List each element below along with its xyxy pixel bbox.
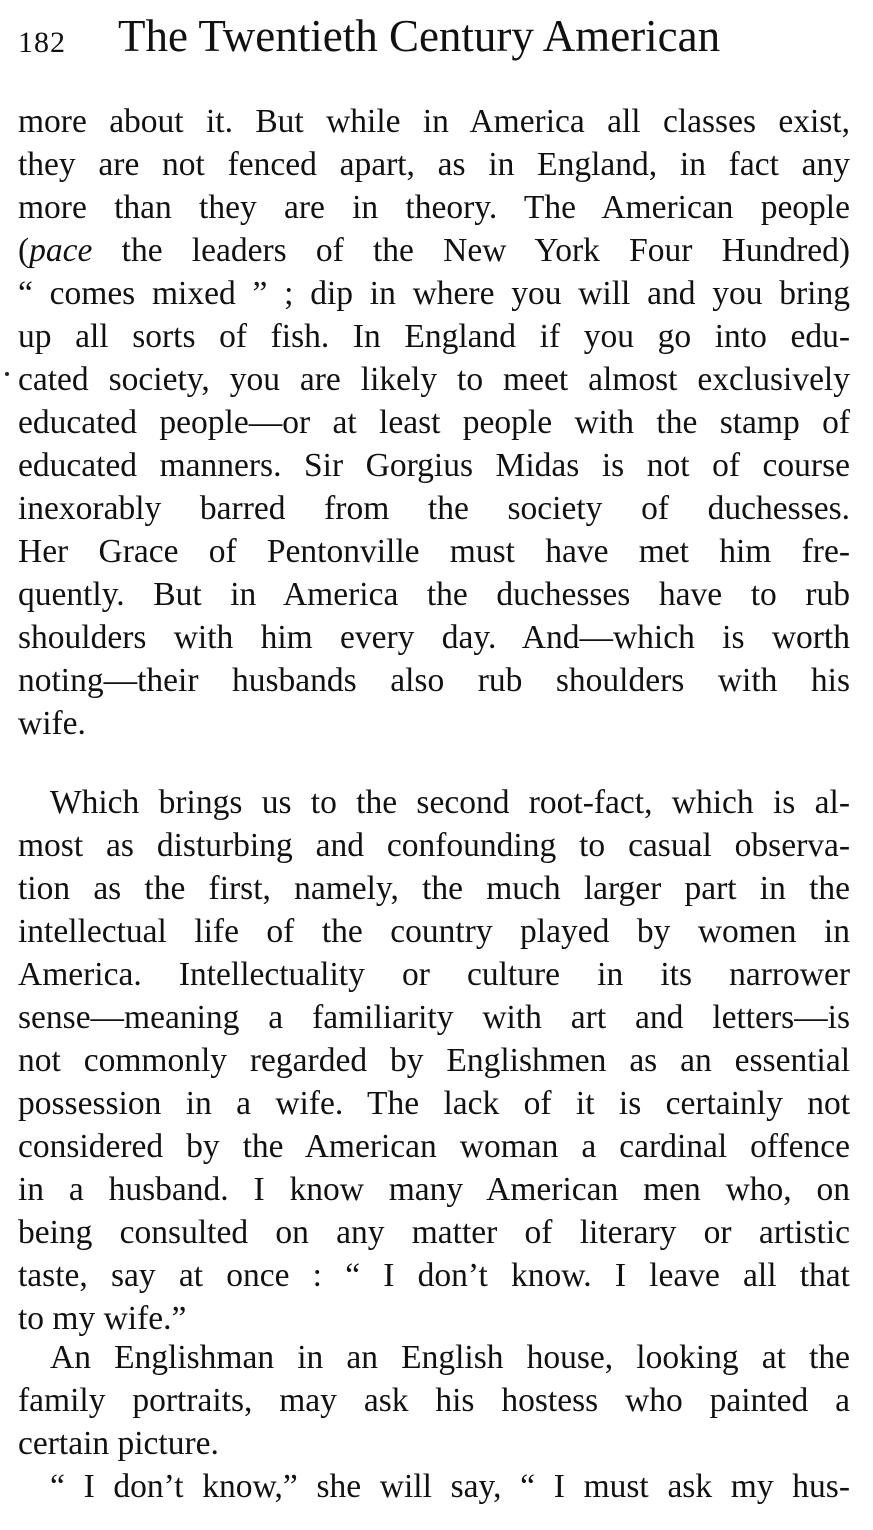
text-line: not commonly regarded by Englishmen as an essential — [18, 1042, 850, 1079]
text-line: educated manners. Sir Gorgius Midas is not of course — [18, 447, 850, 484]
text-line: more than they are in theory. The American people — [18, 189, 850, 226]
text-line: taste, say at once : “ I don’t know. I leave all that — [18, 1257, 850, 1294]
text-line: shoulders with him every day. And—which is worth — [18, 619, 850, 656]
text-line: cated society, you are likely to meet almost exclusively — [18, 361, 850, 398]
text-line: certain picture. — [18, 1425, 219, 1462]
text-line: noting—their husbands also rub shoulders with his — [18, 662, 850, 699]
text-line: educated people—or at least people with the stamp of — [18, 404, 850, 441]
text-line: intellectual life of the country played by women in — [18, 913, 850, 950]
text-line: tion as the first, namely, the much larger part in the — [18, 870, 850, 907]
text-line: “ I don’t know,” she will say, “ I must ask my hus- — [50, 1468, 850, 1505]
text-line: to my wife.” — [18, 1300, 187, 1337]
text-line: America. Intellectuality or culture in its narrower — [18, 956, 850, 993]
italic-word: pace — [29, 232, 93, 269]
text-line: “ comes mixed ” ; dip in where you will and you bring — [18, 275, 850, 312]
margin-speck — [5, 372, 9, 376]
page-number: 182 — [18, 26, 66, 59]
text-line: quently. But in America the duchesses have to rub — [18, 576, 850, 613]
text-line: inexorably barred from the society of duchesses. — [18, 490, 850, 527]
text-line: considered by the American woman a cardinal offence — [18, 1128, 850, 1165]
text-line: they are not fenced apart, as in England, in fact any — [18, 146, 850, 183]
text-line: Her Grace of Pentonville must have met him fre- — [18, 533, 850, 570]
text-span: the leaders of the New York Four Hundred) — [92, 232, 850, 269]
text-line: wife. — [18, 705, 86, 742]
text-line: possession in a wife. The lack of it is certainly not — [18, 1085, 850, 1122]
text-line: in a husband. I know many American men who, on — [18, 1171, 850, 1208]
text-line: Which brings us to the second root-fact, which is al- — [50, 784, 850, 821]
running-title: The Twentieth Century American — [118, 11, 721, 61]
text-line: sense—meaning a familiarity with art and letters—is — [18, 999, 850, 1036]
text-line: An Englishman in an English house, looking at the — [50, 1339, 850, 1376]
text-line-with-italic: (pace the leaders of the New York Four Hundred) — [18, 232, 850, 269]
text-line: up all sorts of fish. In England if you go into edu- — [18, 318, 850, 355]
text-line: family portraits, may ask his hostess who painted a — [18, 1382, 850, 1419]
text-line: more about it. But while in America all classes exist, — [18, 103, 850, 140]
text-line: being consulted on any matter of literary or artistic — [18, 1214, 850, 1251]
text-line: most as disturbing and confounding to casual observa- — [18, 827, 850, 864]
